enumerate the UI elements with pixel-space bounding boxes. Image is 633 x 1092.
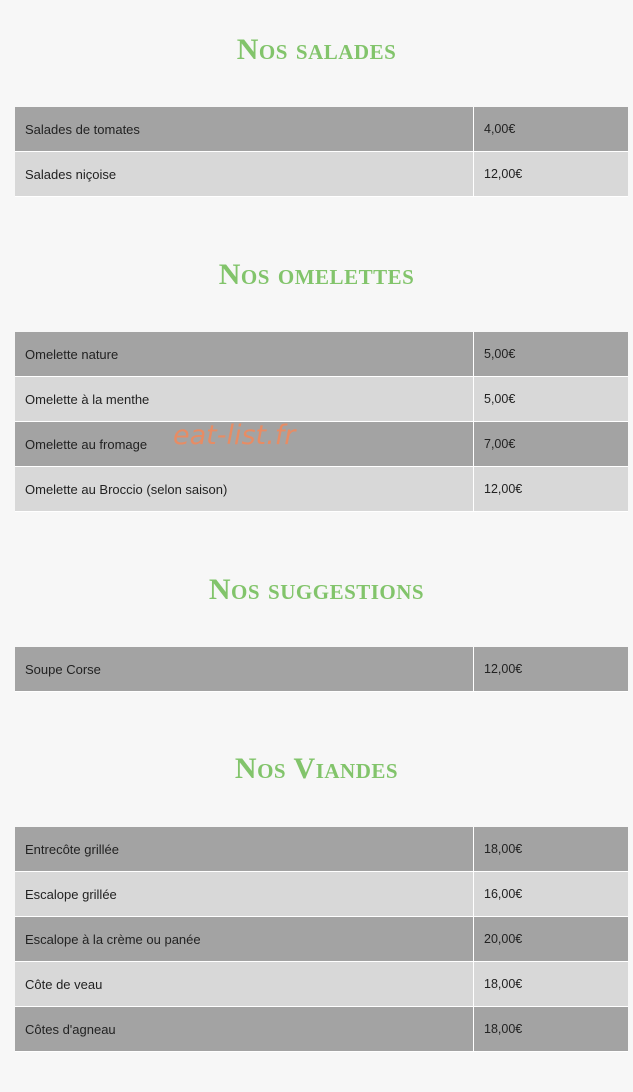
table-row bbox=[15, 827, 628, 872]
section-title-salades: Nos salades bbox=[236, 33, 397, 66]
item-price: 5,00€ bbox=[484, 392, 516, 406]
item-name: Omelette au fromage bbox=[15, 422, 474, 466]
item-name: Salades de tomates bbox=[15, 107, 474, 151]
item-name: Omelette nature bbox=[15, 332, 474, 376]
table-row bbox=[15, 1007, 628, 1052]
item-price: 18,00€ bbox=[484, 977, 523, 991]
section-title-omelettes: Nos omelettes bbox=[218, 258, 415, 291]
item-name: Escalope à la crème ou panée bbox=[15, 917, 474, 961]
item-price: 18,00€ bbox=[484, 1022, 523, 1036]
table-row bbox=[15, 917, 628, 962]
item-name: Soupe Corse bbox=[15, 647, 474, 691]
table-row bbox=[15, 377, 628, 422]
table-row bbox=[15, 647, 628, 692]
item-name: Omelette au Broccio (selon saison) bbox=[15, 467, 474, 511]
item-name: Entrecôte grillée bbox=[15, 827, 474, 871]
item-name: Côte de veau bbox=[15, 962, 474, 1006]
table-row bbox=[15, 332, 628, 377]
table-row bbox=[15, 107, 628, 152]
menu-table-suggestions bbox=[15, 647, 628, 692]
item-name: Omelette à la menthe bbox=[15, 377, 474, 421]
section-title-viandes: Nos Viandes bbox=[234, 752, 399, 785]
item-price: 4,00€ bbox=[484, 122, 516, 136]
item-name: Escalope grillée bbox=[15, 872, 474, 916]
menu-table-omelettes bbox=[15, 332, 628, 512]
item-name: Salades niçoise bbox=[15, 152, 474, 196]
table-row bbox=[15, 422, 628, 467]
item-price: 7,00€ bbox=[484, 437, 516, 451]
item-price: 5,00€ bbox=[484, 347, 516, 361]
item-price: 18,00€ bbox=[484, 842, 523, 856]
item-price: 12,00€ bbox=[484, 482, 523, 496]
item-price: 20,00€ bbox=[484, 932, 523, 946]
item-name: Côtes d'agneau bbox=[15, 1007, 474, 1051]
table-row bbox=[15, 872, 628, 917]
section-title-suggestions: Nos suggestions bbox=[208, 573, 425, 606]
item-price: 12,00€ bbox=[484, 662, 523, 676]
menu-table-salades bbox=[15, 107, 628, 197]
menu-table-viandes bbox=[15, 827, 628, 1052]
table-row bbox=[15, 962, 628, 1007]
item-price: 12,00€ bbox=[484, 167, 523, 181]
watermark-text: eat-list.fr bbox=[173, 420, 296, 451]
table-row bbox=[15, 152, 628, 197]
table-row bbox=[15, 467, 628, 512]
item-price: 16,00€ bbox=[484, 887, 523, 901]
